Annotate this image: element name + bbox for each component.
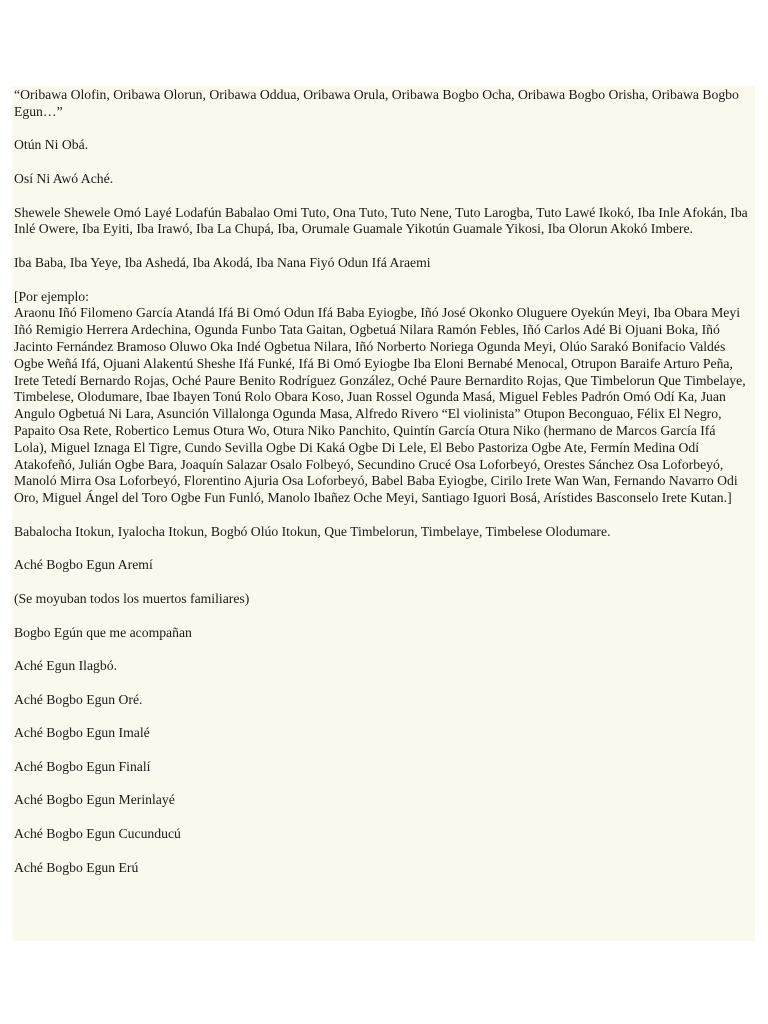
- paragraph-names-list: Araonu Iñó Filomeno García Atandá Ifá Bi Omó Odun Ifá Baba Eyiogbe, Iñó José Okonko Oluguere Oyekún Meyi, Iba Obara Meyi Iñó Remigio Herrera Ardechina, Ogunda Funbo Tata Gaitan, Ogbetuá Nilara Ramón Febles, Iñó Carlos Adé Bi Ojuani Boka, Iñó Jacinto Fernández Bramoso Oluwo Oka Indé Ogbetua Nilara, Iñó Norberto Noriega Ogunda Meyi, Olúo Sarakó Bonifacio Valdés Ogbe Weñá Ifá, Ojuani Alakentú Sheshe Ifá Funké, Ifá Bi Omó Eyiogbe Iba Eloni Bernabé Menocal, Otrupon Baraife Arturo Peña, Irete Tetedí Bernardo Rojas, Oché Paure Benito Rodríguez González, Oché Paure Bernardito Rojas, Que Timbelorun Que Timbelaye, Timbelese, Olodumare, Ibae Ibayen Tonú Rolo Obara Koso, Juan Rossel Ogunda Masá, Miguel Febles Padrón Omó Odí Ka, Juan Angulo Ogbetuá Ni Lara, Asunción Villalonga Ogunda Masa, Alfredo Rivero “El violinista” Otupon Beconguao, Félix El Negro, Papaito Osa Rete, Robertico Lemus Otura Wo, Otura Niko Panchito, Quintín García Otura Niko (hermano de Marcos García Ifá Lola), Miguel Iznaga El Tigre, Cundo Sevilla Ogbe Di Kaká Ogbe Di Lele, El Bebo Pastoriza Ogbe Ate, Fermín Medina Odí Atakofeñó, Julián Ogbe Bara, Joaquín Salazar Osalo Folbeyó, Secundino Crucé Osa Loforbeyó, Orestes Sánchez Osa Loforbeyó, Manoló Mirra Osa Loforbeyó, Florentino Ajuria Osa Loforbeyó, Babel Baba Eyiogbe, Cirilo Irete Wan Wan, Fernando Navarro Odi Oro, Miguel Ángel del Toro Ogbe Fun Funló, Manolo Ibañez Oche Meyi, Santiago Iguori Bosá, Arístides Basconselo Irete Kutan.]: [14, 305, 746, 506]
- paragraph-ache-imale: Aché Bogbo Egun Imalé: [14, 725, 150, 741]
- paragraph-ache-ilagbo: Aché Egun Ilagbó.: [14, 658, 118, 674]
- document-page: [12, 86, 755, 941]
- paragraph-ache-ore: Aché Bogbo Egun Oré.: [14, 691, 143, 707]
- paragraph-por-ejemplo: [Por ejemplo:: [14, 288, 89, 304]
- paragraph-se-moyuban: (Se moyuban todos los muertos familiares): [14, 590, 250, 606]
- paragraph-ache-finali: Aché Bogbo Egun Finalí: [14, 758, 151, 774]
- paragraph-otun-ni-oba: Otún Ni Obá.: [14, 137, 89, 153]
- paragraph-ache-cucunducu: Aché Bogbo Egun Cucunducú: [14, 826, 181, 842]
- paragraph-invocation-oribawa: “Oribawa Olofin, Oribawa Olorun, Oribawa Oddua, Oribawa Orula, Oribawa Bogbo Ocha, Oribawa Bogbo Orisha, Oribawa Bogbo Egun…”: [14, 87, 739, 119]
- paragraph-iba-baba: Iba Baba, Iba Yeye, Iba Ashedá, Iba Akodá, Iba Nana Fiyó Odun Ifá Araemi: [14, 254, 431, 270]
- paragraph-ache-aremi: Aché Bogbo Egun Aremí: [14, 557, 153, 573]
- paragraph-osi-ni-awo-ache: Osí Ni Awó Aché.: [14, 170, 114, 186]
- paragraph-ache-merinlaye: Aché Bogbo Egun Merinlayé: [14, 792, 175, 808]
- paragraph-shewele: Shewele Shewele Omó Layé Lodafún Babalao Omi Tuto, Ona Tuto, Tuto Nene, Tuto Larogba, Tuto Lawé Ikokó, Iba Inle Afokán, Iba Inlé Owere, Iba Eyiti, Iba Irawó, Iba La Chupá, Iba, Orumale Guamale Yikotún Guamale Yikosi, Iba Olorun Akokó Imbere.: [14, 204, 748, 237]
- paragraph-ache-eru: Aché Bogbo Egun Erú: [14, 859, 139, 875]
- paragraph-bogbo-egun: Bogbo Egún que me acompañan: [14, 624, 192, 640]
- paragraph-babalocha: Babalocha Itokun, Iyalocha Itokun, Bogbó Olúo Itokun, Que Timbelorun, Timbelaye, Timbelese Olodumare.: [14, 523, 611, 539]
